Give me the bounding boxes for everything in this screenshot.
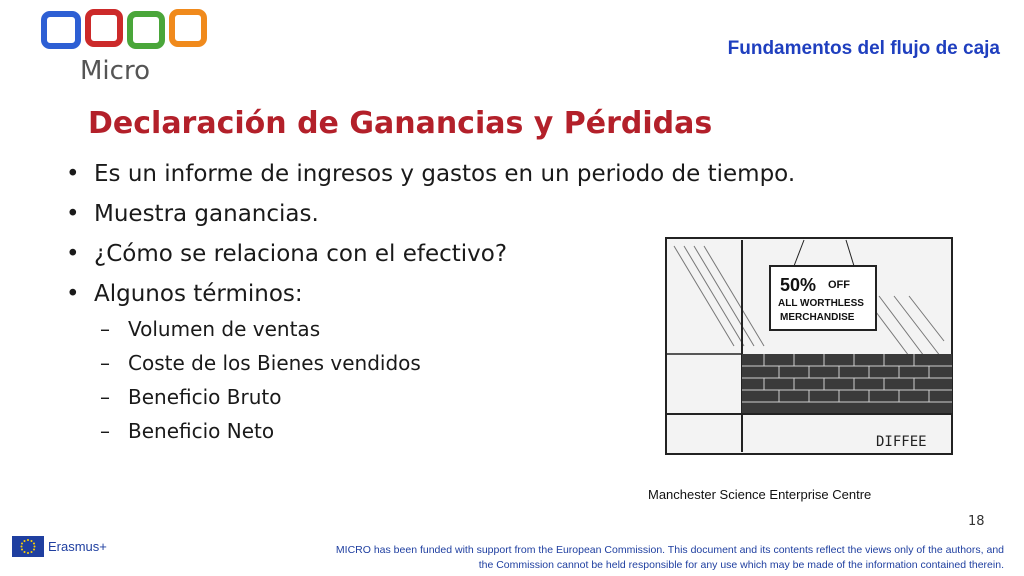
sub-bullet-marker: – — [100, 351, 110, 375]
shop-window-cartoon — [664, 236, 954, 456]
sub-bullet-item — [100, 380, 421, 414]
bullet-text: Muestra ganancias. — [94, 201, 319, 227]
bullet-text: Algunos términos: — [94, 281, 303, 307]
sub-bullet-marker: – — [100, 317, 110, 341]
eu-stars-icon — [12, 536, 44, 557]
erasmus-logo — [12, 536, 107, 557]
sub-bullet-text: Beneficio Neto — [128, 419, 275, 443]
sign-off: OFF — [828, 279, 850, 291]
slide-title: Declaración de Ganancias y Pérdidas — [88, 106, 713, 141]
logo-square-blue — [44, 14, 78, 46]
sign-line3: MERCHANDISE — [780, 312, 855, 323]
bullet-text: Es un informe de ingresos y gastos en un periodo de tiempo. — [94, 161, 796, 187]
bullet-marker: • — [66, 201, 80, 227]
sign-line2: ALL WORTHLESS — [778, 298, 864, 309]
bullet-text: ¿Cómo se relaciona con el efectivo? — [94, 241, 508, 267]
micro-logo-text: Micro — [80, 56, 150, 86]
eu-disclaimer: MICRO has been funded with support from the European Commission. This document and its contents reflect the views only of the authors, and the Commission cannot be held responsible for any use which may be made of the information contained therein. — [335, 544, 1004, 571]
logo-square-orange — [172, 12, 204, 44]
erasmus-plus-label: Erasmus+ — [48, 539, 107, 554]
sub-bullet-text: Volumen de ventas — [128, 317, 321, 341]
logo-square-green — [130, 14, 162, 46]
sub-bullet-list — [100, 312, 421, 448]
bullet-marker: • — [66, 161, 80, 187]
sub-bullet-item — [100, 346, 421, 380]
sign-percent: 50% — [780, 275, 817, 295]
image-caption: Manchester Science Enterprise Centre — [648, 487, 872, 502]
sub-bullet-text: Beneficio Bruto — [128, 385, 282, 409]
bullet-marker: • — [66, 241, 80, 267]
sub-bullet-item — [100, 312, 421, 346]
sub-bullet-text: Coste de los Bienes vendidos — [128, 351, 421, 375]
bullet-marker: • — [66, 281, 80, 307]
section-title: Fundamentos del flujo de caja — [727, 38, 1000, 59]
bullet-item — [66, 194, 795, 234]
bullet-item — [66, 154, 795, 194]
brick-wall — [742, 354, 952, 414]
sub-bullet-marker: – — [100, 419, 110, 443]
cartoon-signature: DIFFEE — [876, 434, 927, 450]
eu-flag-icon — [12, 536, 44, 557]
sub-bullet-item — [100, 414, 421, 448]
sub-bullet-marker: – — [100, 385, 110, 409]
logo-square-red — [88, 12, 120, 44]
page-number: 18 — [968, 514, 985, 529]
micro-logo-squares — [40, 8, 210, 60]
